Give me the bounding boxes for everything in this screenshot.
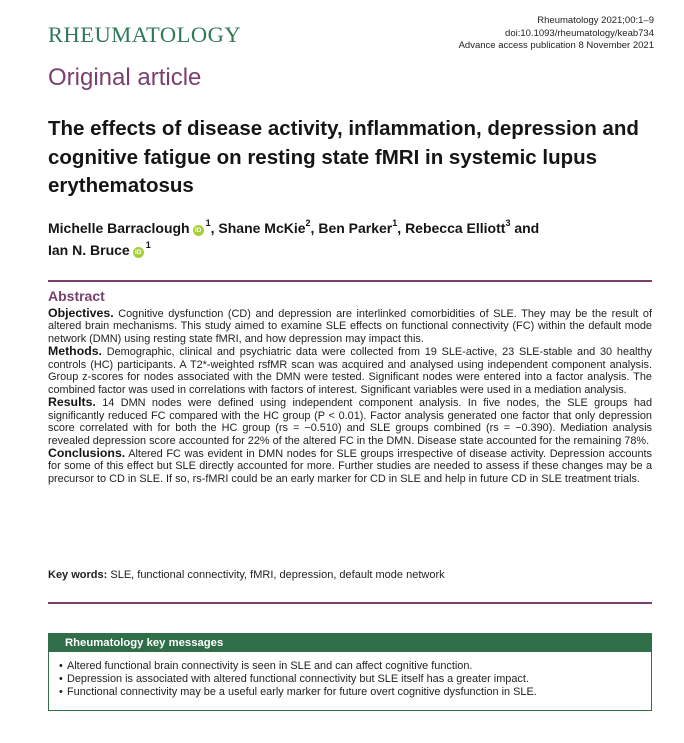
abstract-objectives [48, 307, 652, 345]
access-date: Advance access publication 8 November 2021 [458, 40, 654, 52]
author [405, 220, 539, 236]
list-item [59, 660, 651, 673]
abstract-body [48, 307, 652, 485]
affiliation-ref[interactable]: 3 [505, 218, 511, 229]
orcid-icon[interactable]: iD [193, 225, 204, 236]
section-label: Results. [48, 395, 96, 410]
keywords-text: SLE, functional connectivity, fMRI, depression, default mode network [110, 569, 445, 581]
orcid-icon[interactable]: iD [133, 247, 144, 258]
key-messages-heading: Rheumatology key messages [49, 634, 651, 652]
affiliation-ref[interactable]: 2 [305, 218, 311, 229]
list-item [59, 673, 651, 686]
bullet-icon: • [59, 673, 63, 686]
author-name[interactable]: Rebecca Elliott [405, 220, 506, 236]
keywords-label: Key words: [48, 569, 108, 581]
author-name[interactable]: Shane McKie [218, 220, 306, 236]
bullet-icon: • [59, 660, 63, 672]
abstract-methods [48, 345, 652, 396]
article-type: Original article [48, 64, 202, 91]
author-separator: , [310, 220, 319, 236]
citation: Rheumatology 2021;00:1–9 [537, 15, 654, 26]
section-label: Objectives. [48, 306, 114, 320]
citation-block [459, 15, 654, 53]
author-name[interactable]: Ian N. Bruce [48, 242, 130, 258]
section-label: Methods. [48, 344, 102, 359]
doi-link[interactable]: doi:10.1093/rheumatology/keab734 [505, 27, 654, 39]
key-message-text: Depression is associated with altered functional connectivity but SLE itself has a greater impact. [67, 673, 529, 686]
key-message-text: Functional connectivity may be a useful early marker for future overt cognitive dysfunction in SLE. [67, 686, 537, 699]
section-label: Conclusions. [48, 445, 126, 460]
author [318, 220, 405, 236]
section-divider [48, 602, 652, 604]
author [218, 220, 318, 236]
abstract-conclusions [48, 447, 652, 485]
author-separator: and [510, 220, 540, 236]
section-divider [48, 280, 652, 282]
key-messages-box [48, 633, 652, 711]
abstract-results [48, 396, 652, 447]
author-list [48, 217, 648, 261]
author-separator: , [397, 220, 406, 236]
key-message-text: Altered functional brain connectivity is seen in SLE and can affect cognitive function. [67, 660, 473, 672]
affiliation-ref[interactable]: 1 [145, 240, 151, 251]
key-messages-list [49, 652, 651, 699]
author-separator: , [210, 220, 219, 236]
list-item [59, 686, 651, 699]
affiliation-ref[interactable]: 1 [392, 218, 398, 229]
author [48, 242, 151, 258]
bullet-icon: • [59, 686, 63, 699]
section-text: Altered FC was evident in DMN nodes for SLE groups irrespective of disease activity. Depression accounts for some of this effect but SLE directly accounted for more. Further studies are needed to assess if these changes may be a precursor to CD in SLE. If so, rs-fMRI could be an early marker for CD in SLE and help in future CD in SLE treatment trials. [48, 447, 652, 485]
section-text: Cognitive dysfunction (CD) and depression are interlinked comorbidities of SLE. They may be the result of altered brain mechanisms. This study aimed to examine SLE effects on functional connectivity (FC) within the default mode network (DMN) using resting state fMRI, and how depression may impact this. [48, 308, 652, 345]
section-text: 14 DMN nodes were defined using independent component analysis. In five nodes, the SLE groups had significantly reduced FC compared with the HC group (P < 0.01). Factor analysis generated one factor that only depression score correlated with for both the HC group (rs = −0.510) and SLE groups combined (rs = −0.390). Mediation analysis revealed depression score accounted for 22% of the altered FC in the DMN. Disease state accounted for the remaining 78%. [48, 397, 653, 447]
section-text: Demographic, clinical and psychiatric data were collected from 19 SLE-active, 23 SLE-stable and 30 healthy controls (HC) participants. A T2*-weighted rsfMR scan was acquired and analysed using independent component analysis. Group z-scores for nodes associated with the DMN were tested. Significant nodes were entered into a factor analysis. The combined factor was used in correlations with factors of interest. Significant variables were used in a mediation analysis. [48, 346, 653, 396]
affiliation-ref[interactable]: 1 [205, 218, 211, 229]
journal-name: RHEUMATOLOGY [48, 22, 242, 47]
keywords [48, 569, 652, 581]
article-title: The effects of disease activity, inflammation, depression and cognitive fatigue on resting state fMRI in systemic lupus erythematosus [48, 117, 639, 197]
author-name[interactable]: Michelle Barraclough [48, 220, 190, 236]
abstract-heading: Abstract [48, 288, 105, 304]
author-name[interactable]: Ben Parker [318, 220, 393, 236]
author [48, 220, 218, 236]
